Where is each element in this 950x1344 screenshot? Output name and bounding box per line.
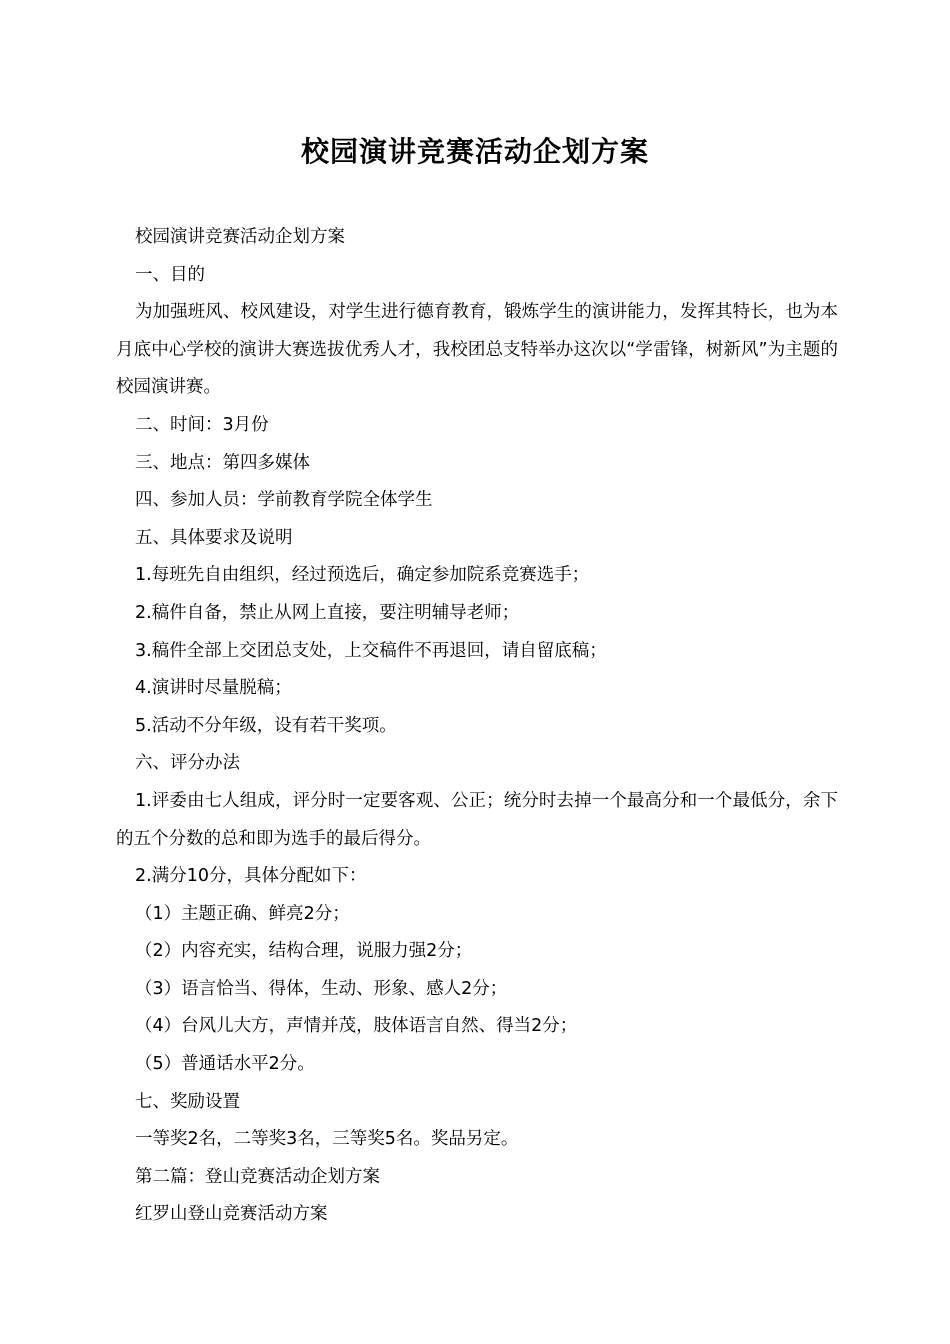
section-heading-purpose: 一、目的 bbox=[135, 264, 205, 285]
list-item: 1.每班先自由组织，经过预选后，确定参加院系竞赛选手； bbox=[135, 565, 590, 586]
section-heading-scoring: 六、评分办法 bbox=[135, 753, 240, 774]
list-item: 5.活动不分年级，设有若干奖项。 bbox=[135, 715, 397, 736]
section-heading-time: 二、时间：3月份 bbox=[135, 414, 269, 435]
section-heading-requirements: 五、具体要求及说明 bbox=[135, 527, 293, 548]
paragraph-second-article-subtitle: 红罗山登山竞赛活动方案 bbox=[135, 1204, 328, 1225]
list-item: 3.稿件全部上交团总支处，上交稿件不再退回，请自留底稿； bbox=[135, 640, 607, 661]
paragraph-purpose: 为加强班风、校风建设，对学生进行德育教育，锻炼学生的演讲能力，发挥其特长，也为本月底中心学校的演讲大赛选拔优秀人才，我校团总支特举办这次以“学雷锋，树新风”为主题的校园演讲赛。 bbox=[116, 302, 838, 398]
list-item: （1）主题正确、鲜亮2分； bbox=[135, 903, 350, 924]
list-item: （2）内容充实，结构合理，说服力强2分； bbox=[135, 941, 473, 962]
list-item: （5）普通话水平2分。 bbox=[135, 1054, 315, 1075]
document-title: 校园演讲竞赛活动企划方案 bbox=[300, 135, 649, 168]
list-item: 2.稿件自备，禁止从网上直接，要注明辅导老师； bbox=[135, 602, 520, 623]
list-item: 4.演讲时尽量脱稿； bbox=[135, 678, 292, 699]
list-item: 1.评委由七人组成，评分时一定要客观、公正；统分时去掉一个最高分和一个最低分，余下的五个分数的总和即为选手的最后得分。 bbox=[116, 790, 838, 849]
list-item: （3）语言恰当、得体，生动、形象、感人2分； bbox=[135, 978, 508, 999]
section-heading-awards: 七、奖励设置 bbox=[135, 1091, 240, 1112]
document-body bbox=[116, 219, 838, 1234]
paragraph-subtitle: 校园演讲竞赛活动企划方案 bbox=[135, 227, 345, 247]
paragraph-second-article-title: 第二篇：登山竞赛活动企划方案 bbox=[135, 1166, 380, 1187]
list-item: 2.满分10分，具体分配如下： bbox=[135, 866, 367, 887]
section-heading-location: 三、地点：第四多媒体 bbox=[135, 452, 310, 473]
section-heading-participants: 四、参加人员：学前教育学院全体学生 bbox=[135, 490, 433, 511]
paragraph-awards: 一等奖2名，二等奖3名，三等奖5名。奖品另定。 bbox=[135, 1129, 519, 1150]
list-item: （4）台风儿大方，声情并茂，肢体语言自然、得当2分； bbox=[135, 1016, 578, 1037]
